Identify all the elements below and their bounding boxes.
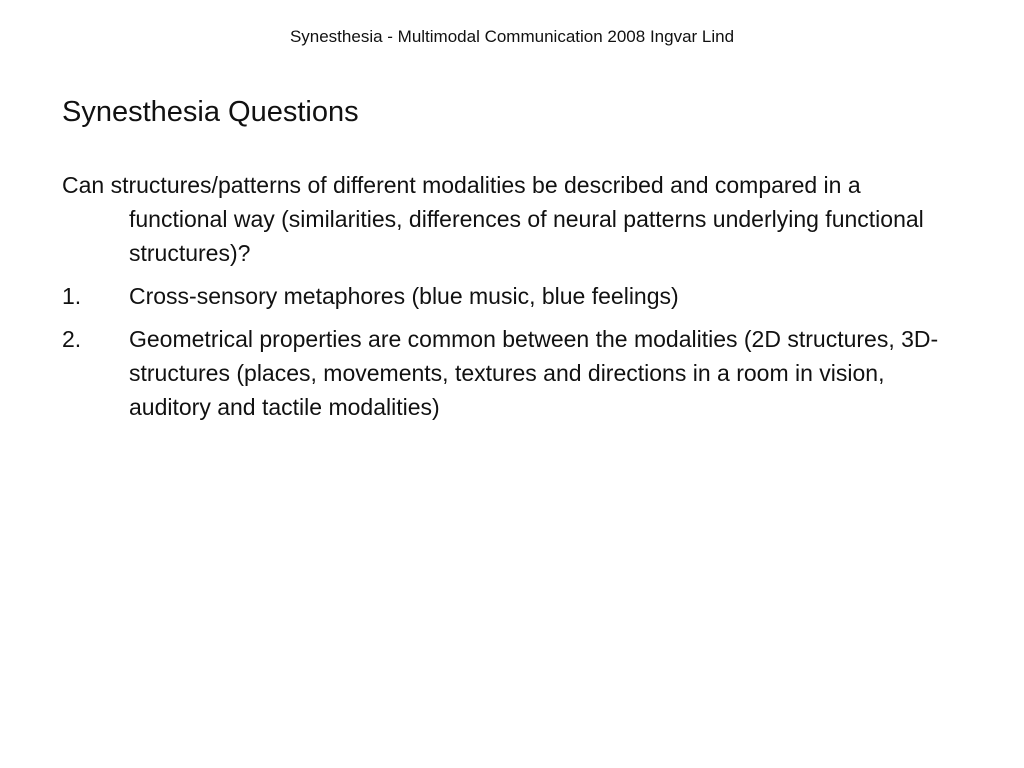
list-item-text: Geometrical properties are common between the modalities (2D structures, 3D-structures (places, movements, textures and directions in a room in vision, auditory and tactile modalities) [129, 326, 939, 420]
list-item-number: 1. [62, 283, 82, 309]
list-item-text: Cross-sensory metaphores (blue music, blue feelings) [129, 283, 679, 309]
list-item [62, 279, 962, 313]
slide-title: Synesthesia Questions [62, 96, 359, 128]
list-item [62, 322, 962, 424]
slide-body [62, 168, 962, 433]
list-item-number: 2. [62, 326, 82, 352]
slide-header: Synesthesia - Multimodal Communication 2008 Ingvar Lind [289, 27, 735, 46]
intro-paragraph: Can structures/patterns of different modalities be described and compared in a functional way (similarities, differences of neural patterns underlying functional structures)? [62, 172, 924, 266]
